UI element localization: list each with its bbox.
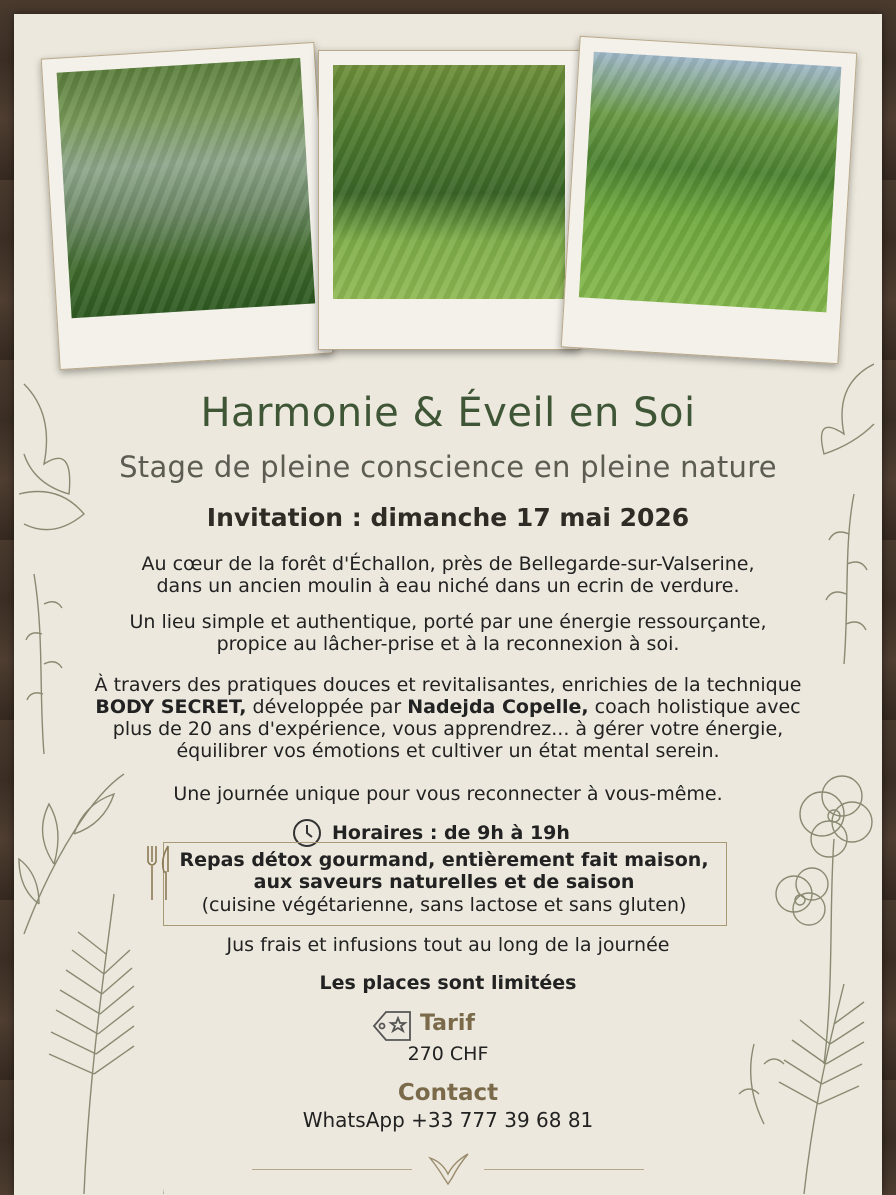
poster xyxy=(14,14,882,1195)
schedule-text: Horaires : de 9h à 19h xyxy=(332,822,570,844)
bird-icon xyxy=(424,1148,474,1188)
limited-places-notice: Les places sont limitées xyxy=(319,972,577,994)
invitation-date: Invitation : dimanche 17 mai 2026 xyxy=(206,503,690,532)
price-tag-icon xyxy=(370,1008,414,1044)
contact-label: Contact xyxy=(397,1080,499,1106)
whatsapp-contact: WhatsApp +33 777 39 68 81 xyxy=(302,1108,594,1132)
photo-mill-house xyxy=(579,52,842,313)
photo-river xyxy=(57,58,316,318)
footer-divider-right xyxy=(484,1169,644,1170)
page-subtitle: Stage de pleine conscience en pleine nature xyxy=(119,450,777,484)
venue-paragraph: Un lieu simple et authentique, porté par une énergie ressourçante, propice au lâcher-prise et à la reconnexion à soi. xyxy=(129,611,767,655)
photo-forest-path xyxy=(333,65,565,299)
tagline: Une journée unique pour vous reconnecter à vous-même. xyxy=(173,783,723,805)
location-paragraph: Au cœur de la forêt d'Échallon, près de Bellegarde-sur-Valserine, dans un ancien moulin à eau niché dans un ecrin de verdure. xyxy=(141,553,755,597)
page-title: Harmonie & Éveil en Soi xyxy=(200,390,696,436)
meal-description: Repas détox gourmand, entièrement fait maison, aux saveurs naturelles et de saison xyxy=(179,849,709,893)
price-value: 270 CHF xyxy=(407,1043,489,1065)
tarif-label: Tarif xyxy=(420,1011,475,1036)
photo-frame-forest-path xyxy=(318,50,580,350)
photo-frame-river xyxy=(41,42,334,370)
drinks-info: Jus frais et infusions tout au long de la journée xyxy=(226,934,670,956)
meal-dietary-note: (cuisine végétarienne, sans lactose et sans gluten) xyxy=(201,894,687,916)
photo-frame-mill-house xyxy=(561,36,858,364)
footer-divider-left xyxy=(252,1169,412,1170)
program-paragraph: À travers des pratiques douces et revitalisantes, enrichies de la technique BODY SECRET, développée par Nadejda Copelle, coach holistique avec plus de 20 ans d'expérience, vous apprendrez... à gérer votre énergie, équilibrer vos émotions et cultiver un état mental serein. xyxy=(94,674,802,762)
